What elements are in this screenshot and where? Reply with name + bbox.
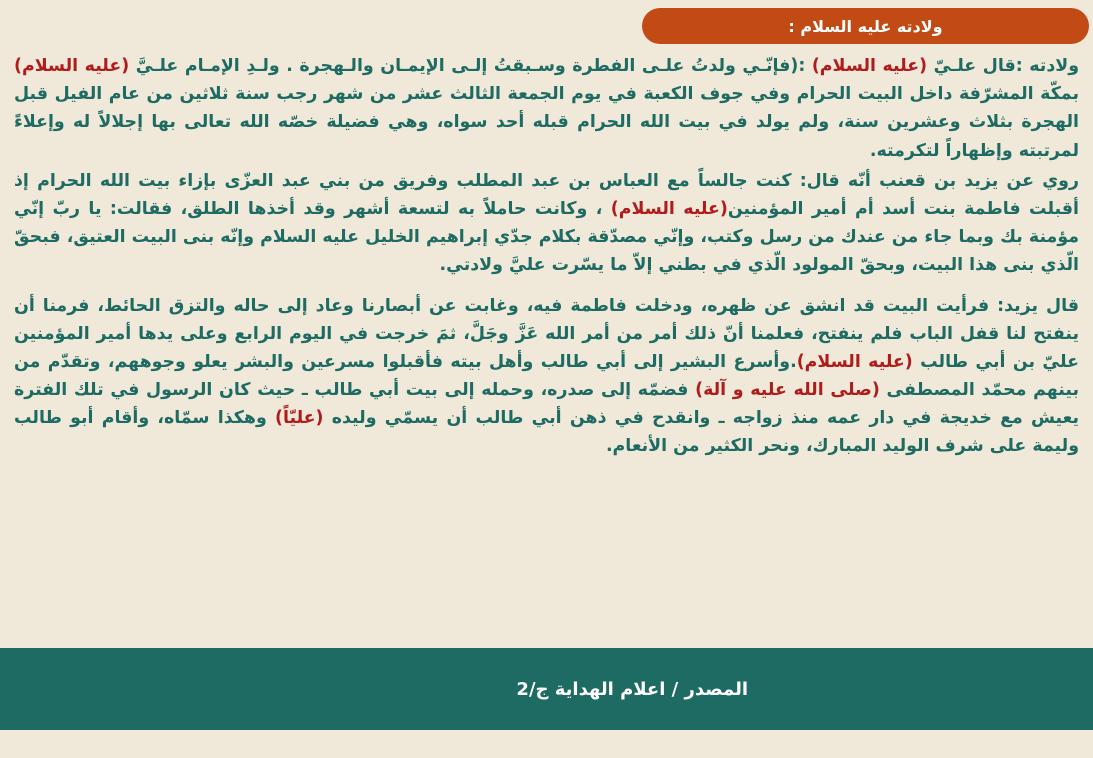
- paragraph-3-text-c: فضمّه إلى صدره، وحمله إلى بيت أبي طالب ـ حيث كان الرسول في تلك الفترة يعيش مع خديجة في دار عمه منذ زواجه ـ وانقدح في ذهن أبي طالب أن يسمّي وليده: [14, 380, 1079, 429]
- paragraph-1-text-c: بمكّة المشرّفة داخل البيت الحرام وفي جوف الكعبة في يوم الجمعة الثالث عشر من شهر رجب سنة ثلاثين من عام الفيل قبل الهجرة بثلاث وعشرين سنة، ولم يولد في بيت الله الحرام قبله أحد سواه، وهي فضيلة خصّه الله تعالى بها إجلالاً له وإعلاءً لمرتبته وإظهاراً لتكرمته.: [14, 84, 1079, 161]
- paragraph-3-text-b: .وأسرع البشير إلى أبي طالب وأهل بيته فأقبلوا مسرعين والبشر يعلو وجوههم، وتقدّم من بينهم محمّد المصطفى: [14, 351, 1079, 401]
- paragraph-2-highlight-a: (عليه السلام): [610, 198, 728, 219]
- paragraph-1-text-b: :(فإنّـي ولدتُ علـى الفطرة وسـبقتُ إلـى الإيمـان والـهجرة . ولـدِ الإمـام علـيَّ: [129, 56, 812, 76]
- paragraph-1-text-a: ولادته :قال علـيّ: [927, 56, 1080, 76]
- paragraph-2-text-b: ، وكانت حاملاً به لتسعة أشهر وقد أخذها الطلق، فقالت: يا ربّ إنّي مؤمنة بك وبما جاء من عندك من رسل وكتب، وإنّي مصدّقة بكلام جدّي إبراهيم الخليل عليه السلام وإنّه بنى البيت العتيق، فبحقّ الّذي بنى هذا البيت، وبحقّ المولود الّذي في بطني إلاّ ما يسّرت عليَّ ولادتي.: [14, 198, 1079, 276]
- page-title: ولادته عليه السلام :: [642, 8, 1089, 44]
- paragraph-1-highlight-a: (عليه السلام): [811, 56, 928, 76]
- paragraph-3: [14, 292, 1079, 461]
- source-reference: المصدر / اعلام الهداية ج/2: [516, 678, 748, 700]
- paragraph-2: [14, 167, 1079, 280]
- paragraph-3-highlight-b: (صلى الله عليه و آلة): [695, 380, 880, 401]
- bottom-strip: [0, 730, 1093, 758]
- footer-band: [0, 648, 1093, 730]
- paragraph-3-highlight-a: (عليه السلام): [796, 351, 913, 372]
- paragraph-1: [14, 52, 1079, 165]
- paragraph-3-highlight-c: (عليّاً): [275, 408, 324, 429]
- paragraph-2-text-a: روي عن يزيد بن قعنب أنّه قال: كنت جالساً مع العباس بن عبد المطلب وفريق من بني عبد العزّى بإزاء بيت الله الحرام إذ أقبلت فاطمة بنت أسد أم أمير المؤمنين: [14, 170, 1079, 219]
- paragraph-3-text-a: قال يزيد: فرأيت البيت قد انشق عن ظهره، ودخلت فاطمة فيه، وغابت عن أبصارنا وعاد إلى حاله والتزق الحائط، فرمنا أن ينفتح لنا قفل الباب فلم ينفتح، فعلمنا أنّ ذلك أمر من أمر الله عَزَّ وجَلَّ، ثمَ خرجت في اليوم الرابع وعلى يدها أمير المؤمنين عليّ بن أبي طالب: [14, 295, 1079, 372]
- article-body: [14, 52, 1079, 643]
- header-bar: [0, 8, 1093, 46]
- paragraph-1-highlight-b: (عليه السلام): [14, 56, 130, 76]
- paragraph-3-text-d: وهكذا سمّاه، وأقام أبو طالب وليمة على شرف الوليد المبارك، ونحر الكثير من الأنعام.: [14, 408, 1079, 457]
